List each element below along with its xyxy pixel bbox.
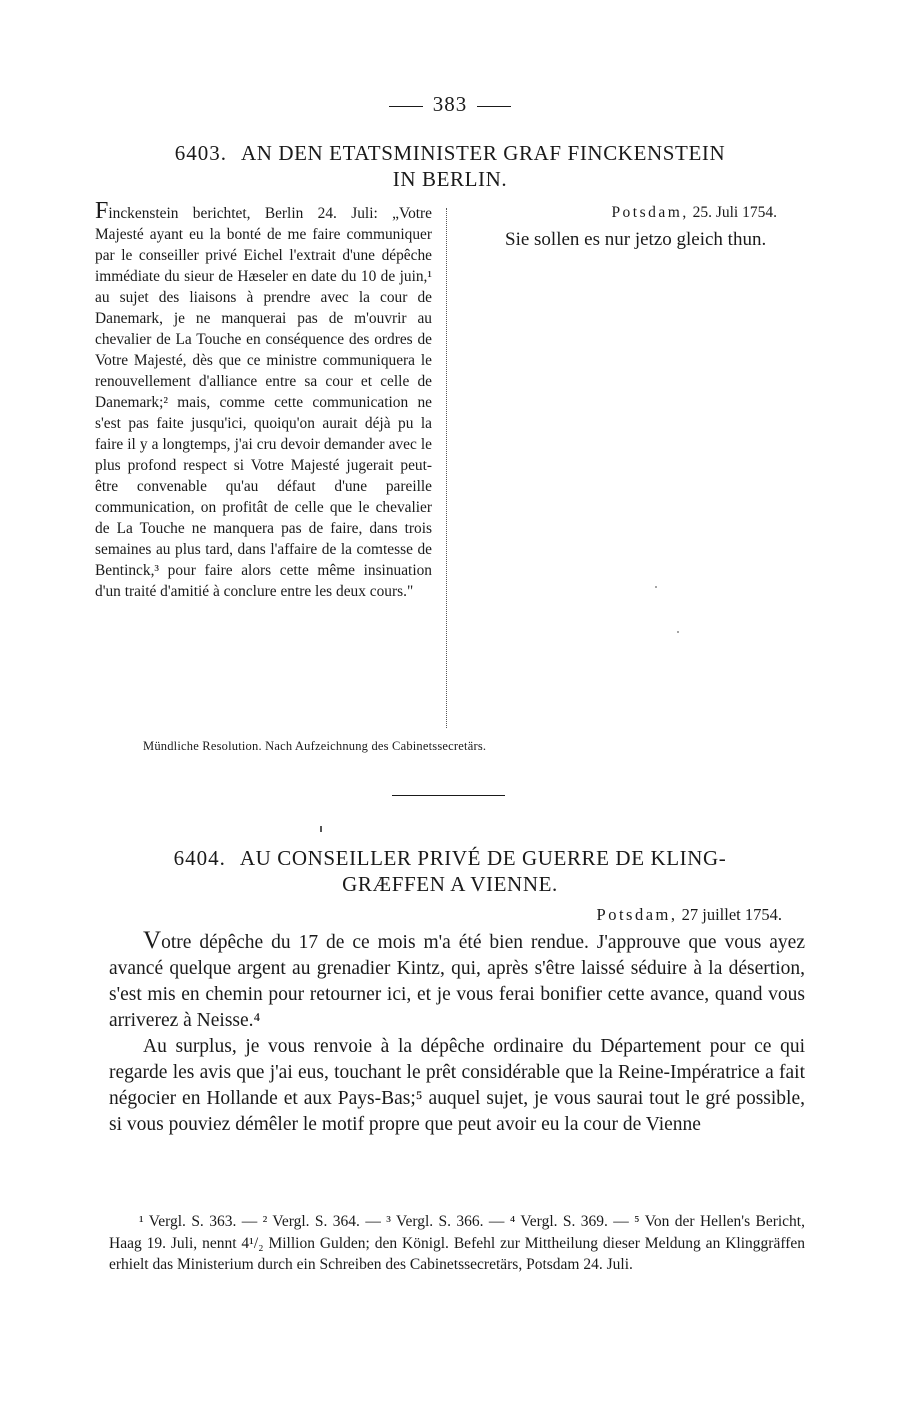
letter-6403-recipient-line2: IN BERLIN. (392, 167, 508, 191)
letter-6404-paragraph-1 (109, 928, 805, 1034)
page-number-dash-right (477, 106, 511, 107)
letter-6403-heading (110, 140, 790, 192)
letter-6404-recipient: AU CONSEILLER PRIVÉ DE GUERRE DE KLING- (239, 846, 727, 870)
king-reply-text: Sie sollen es nur jetzo gleich thun. (505, 229, 767, 250)
letter-6403-date-rest: 25. Juli 1754. (692, 204, 777, 221)
letter-6404-date-place: Potsdam, (596, 905, 678, 924)
letter-6404-number: 6404. (173, 846, 226, 870)
letter-6404-body (109, 928, 805, 1138)
paragraph-initial: V (143, 927, 162, 954)
page-number (0, 92, 900, 117)
footnote-text: ¹ Vergl. S. 363. — ² Vergl. S. 364. — ³ Vergl. S. 366. — ⁴ Vergl. S. 369. — ⁵ Von der Hellen's Bericht, Haag 19. Juli, nennt 4¹/₂ Million Gulden; den Königl. Befehl zur Mittheilung dieser Meldung an Klinggräffen erhielt das Ministerium durch ein Schreiben des Cabinetssecretärs, Potsdam 24. Juli. (109, 1213, 805, 1273)
letter-6403-heading-line1 (110, 140, 790, 166)
finckenstein-summary (95, 198, 432, 602)
king-reply-column (459, 202, 799, 253)
print-speck (677, 631, 679, 633)
letter-6404-heading (110, 845, 790, 897)
letter-6404-heading-line1 (110, 845, 790, 871)
summary-text: inckenstein berichtet, Berlin 24. Juli: „Votre Majesté ayant eu la bonté de me faire communiquer par le conseiller privé Eichel l'extrait d'une dépêche immédiate du sieur de Hæseler en date du 10 de juin,¹ au sujet des liaisons à prendre avec la cour de Danemark, je ne manquerai pas de m'ouvrir au chevalier de La Touche en conséquence des ordres de Votre Majesté, dès que ce ministre communiquera le renouvellement d'alliance entre sa cour et celle de Danemark;² mais, comme cette communication ne s'est pas faite jusqu'ici, quoiqu'on aurait déjà pu la faire il y a longtemps, j'ai cru devoir demander avec le plus profond respect si Votre Majesté jugerait peut-être convenable qu'au défaut d'une pareille communication, on profitât de celle que le chevalier de La Touche ne manquera pas de faire, dans trois semaines au plus tard, dans l'affaire de la comtesse de Bentinck,³ pour faire alors cette même insinuation d'un traité d'amitié à conclure entre les deux cours." (95, 205, 432, 600)
letter-6403-number: 6403. (174, 141, 227, 165)
letter-6404-date (597, 904, 782, 926)
letter-6403-recipient: AN DEN ETATSMINISTER GRAF FINCKENSTEIN (240, 141, 726, 165)
column-divider (446, 208, 447, 728)
print-speck (655, 586, 657, 588)
print-mark (320, 826, 322, 832)
letter-6403-date-place: Potsdam, (611, 204, 689, 221)
footnotes (109, 1211, 805, 1276)
paragraph-1-text: otre dépêche du 17 de ce mois m'a été bien rendue. J'approuve que vous ayez avancé quelque argent au grenadier Kintz, qui, après s'être laissé séduire à la désertion, s'est mis en chemin pour retourner ici, et je vous ferai bonifier cette avance, quand vous arriverez à Neisse.⁴ (109, 932, 805, 1031)
summary-initial: F (95, 198, 109, 224)
letter-6404-recipient-line2: GRÆFFEN A VIENNE. (342, 872, 558, 896)
letter-6404-date-rest: 27 juillet 1754. (681, 905, 782, 924)
letter-6404-paragraph-2: Au surplus, je vous renvoie à la dépêche ordinaire du Département pour ce qui regarde les avis que j'ai eus, touchant le prêt considérable que la Reine-Impératrice a fait négocier en Hollande et aux Pays-Bas;⁵ auquel sujet, je vous saurai tout le gré possible, si vous pouviez démêler le motif propre que peut avoir eu la cour de Vienne (109, 1036, 805, 1135)
letter-6403-date (459, 202, 799, 223)
page-number-text: 383 (432, 92, 468, 116)
source-note: Mündliche Resolution. Nach Aufzeichnung des Cabinetssecretärs. (143, 739, 487, 753)
page-number-dash-left (389, 106, 423, 107)
section-separator (392, 795, 505, 796)
